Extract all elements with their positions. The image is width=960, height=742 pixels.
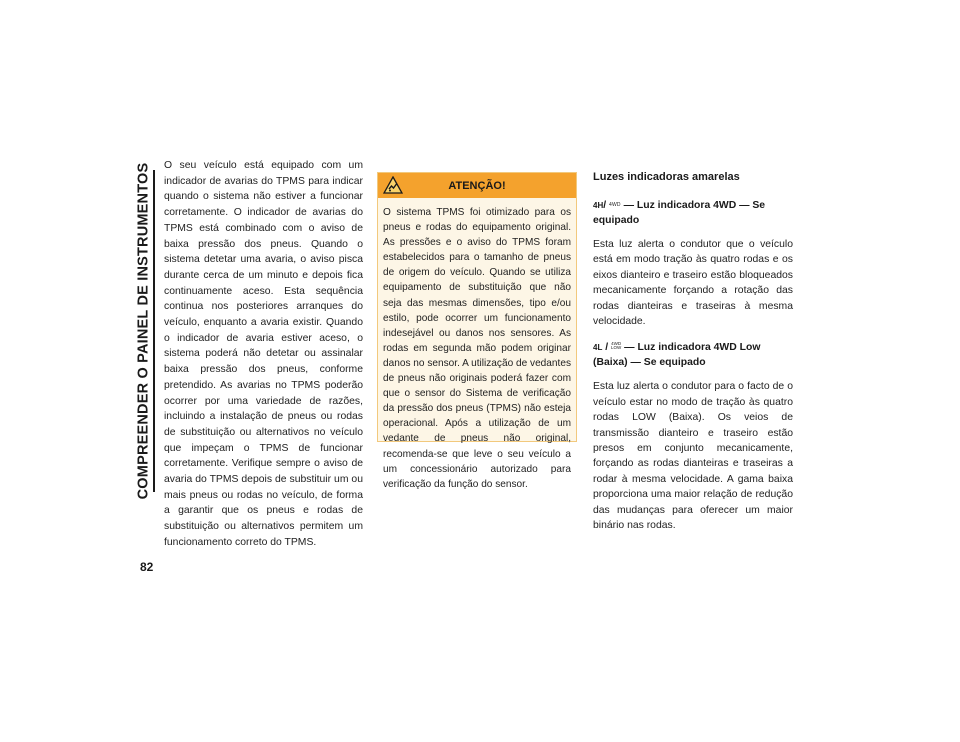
warning-box [377, 172, 577, 490]
warning-header [378, 173, 576, 198]
4h-indicator-icon: 4H [593, 201, 604, 210]
page-number: 82 [140, 560, 154, 574]
indicator-4wd-title: — Luz indicadora 4WD — Se equipado [593, 200, 766, 226]
section-title: Luzes indicadoras amarelas [593, 171, 740, 183]
indicator-4wd-low-text: Esta luz alerta o condutor para o facto de o veículo estar no modo de tração às quatro rodas LOW (Baixa). Os veios de transmissão dianteiro e traseiro estão presos em conjunto mecanicamente, forçando as rodas dianteiras e traseiras a rodar à mesma velocidade. A gama baixa proporciona uma maior relação de redução das mudanças para oferecer um maior binário nas rodas. [593, 381, 793, 532]
4wd-indicator-icon: 4WD [609, 202, 621, 208]
indicator-4wd-text: Esta luz alerta o condutor que o veículo está em modo tração às quatro rodas e os eixos dianteiro e traseiro estão bloqueados mecanicamente forçando a rotação das rodas dianteiras e traseiras à mesma velocidade. [593, 239, 793, 328]
indicator-4wd-low-heading [593, 341, 793, 370]
warning-title: ATENÇÃO! [448, 179, 506, 192]
warning-triangle-icon [383, 176, 403, 194]
chapter-title-text: COMPREENDER O PAINEL DE INSTRUMENTOS [135, 162, 151, 500]
chapter-divider [153, 170, 155, 492]
warning-text: O sistema TPMS foi otimizado para os pneus e rodas do equipamento original. As pressões e o aviso do TPMS foram estabelecidos para o tamanho de pneus de origem do veículo. Quando se utiliza equipamento de substituição que não seja das mesmas dimensões, tipo e/ou estilo, pode ocorrer um funcionamento indesejável ou danos nos sensores. As rodas em segunda mão podem originar danos no sensor. A utilização de vedantes de pneus não originais poderá fazer com que o sensor do Sistema de verificação da pressão dos pneus (TPMS) não esteja operacional. Após a utilização de um vedante de pneus não original, recomenda-se que leve o seu veículo a um concessionário autorizado para verificação da função do sensor. [383, 207, 571, 490]
4wd-low-icon-bottom: LOW [611, 345, 622, 351]
4l-indicator-icon: 4L [593, 343, 603, 353]
4wd-low-icon-top: 4WD [611, 340, 622, 346]
icon-separator: / [605, 342, 609, 354]
indicator-4wd-heading [593, 198, 793, 228]
tpms-malfunction-paragraph: O seu veículo está equipado com um indicador de avarias do TPMS para indicar quando o sistema não estiver a funcionar corretamente. O indicador de avarias do TPMS está combinado com o aviso de baixa pressão dos pneus. Quando o sistema detetar uma avaria, o aviso pisca durante cerca de um minuto e depois fica continuamente aceso. Esta sequência continua nos posteriores arranques do veículo, enquanto a avaria existir. Quando o indicador de avaria estiver aceso, o sistema poderá não detetar ou assinalar baixa pressão dos pneus, conforme pretendido. As avarias no TPMS poderão ocorrer por uma variedade de razões, incluindo a instalação de pneus ou rodas de substituição ou alternativos no veículo que impeçam o TPMS de funcionar corretamente. Verifique sempre o aviso de avaria do TPMS depois de substituir um ou mais pneus ou rodas no veículo, de forma a garantir que os pneus e rodas de substituição ou alternativos permitem um funcionamento correto do TPMS. [164, 160, 363, 548]
4wd-low-indicator-icon [611, 342, 621, 351]
indicator-4wd-low-title: — Luz indicadora 4WD Low (Baixa) — Se equipado [593, 342, 761, 368]
icon-separator: / [603, 200, 607, 211]
amber-indicators-section [593, 170, 793, 546]
